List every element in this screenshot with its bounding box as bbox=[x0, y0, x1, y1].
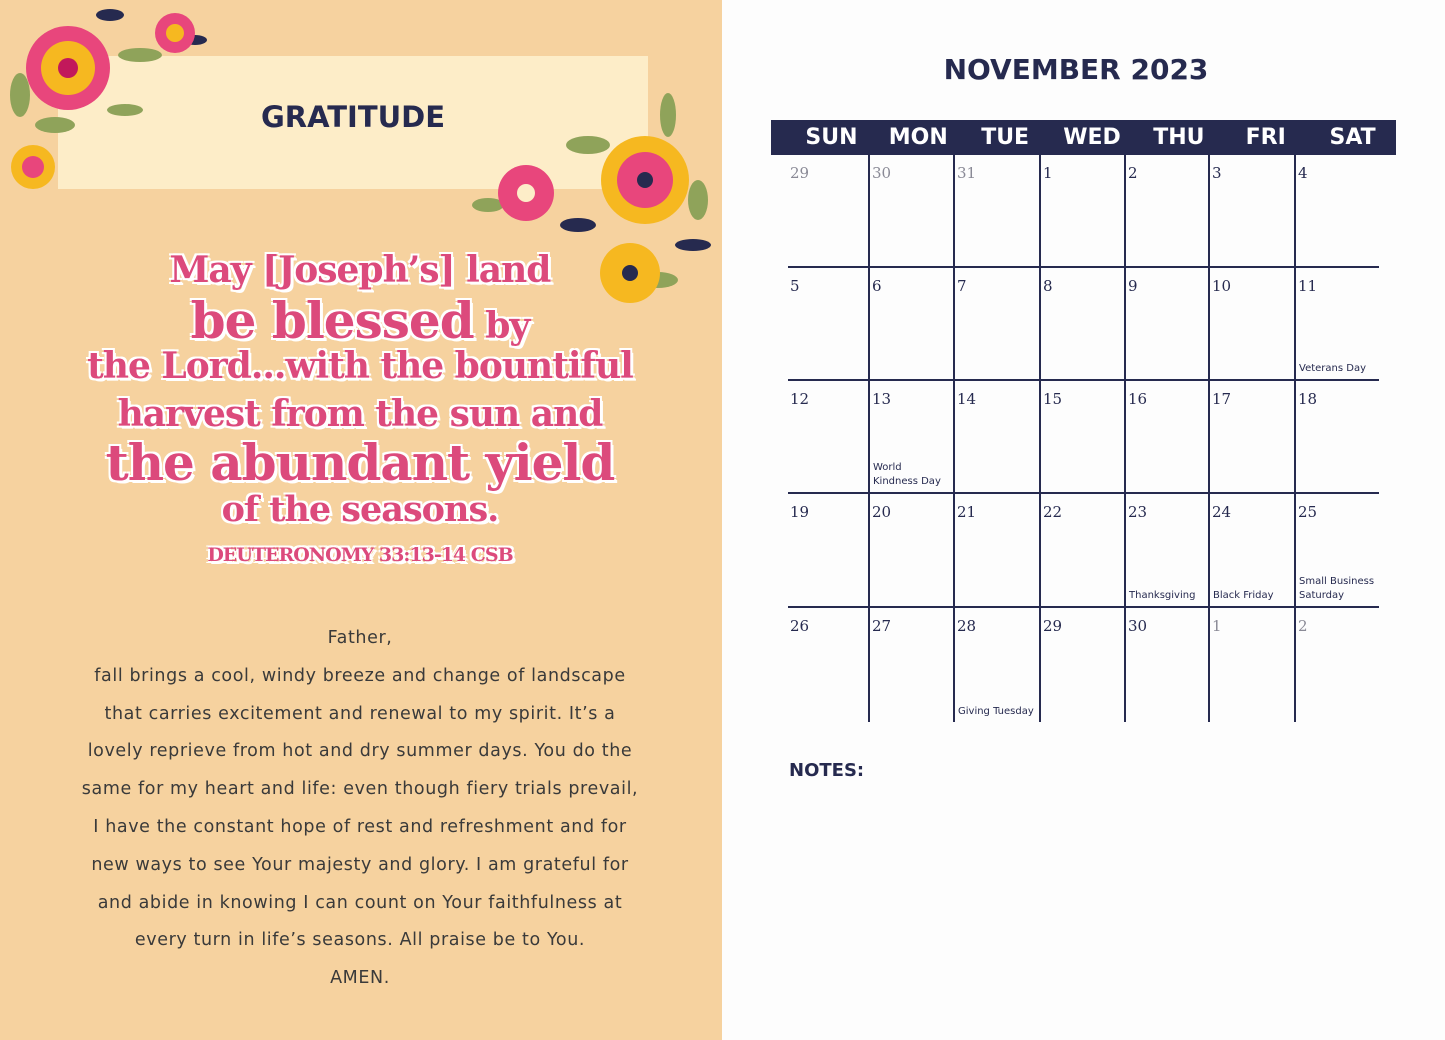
quote-word: by bbox=[473, 305, 530, 347]
weekday-label: MON bbox=[888, 125, 948, 150]
calendar-day-cell[interactable] bbox=[1124, 494, 1208, 608]
prayer-line: I have the constant hope of rest and refreshment and for bbox=[93, 816, 627, 837]
day-number: 18 bbox=[1298, 390, 1318, 408]
day-number: 5 bbox=[790, 277, 800, 295]
calendar-grid bbox=[788, 155, 1379, 722]
weekday-header bbox=[771, 120, 1396, 155]
day-number: 11 bbox=[1298, 277, 1318, 295]
notes-label: NOTES: bbox=[789, 760, 865, 781]
day-number: 31 bbox=[957, 164, 977, 182]
day-number: 10 bbox=[1212, 277, 1232, 295]
calendar-day-cell[interactable] bbox=[1294, 494, 1379, 608]
calendar-day-cell[interactable] bbox=[1208, 155, 1294, 268]
page-title: GRATITUDE bbox=[260, 100, 446, 134]
calendar-day-cell[interactable] bbox=[953, 381, 1039, 494]
quote-line: the abundant yield bbox=[105, 433, 615, 492]
day-number: 2 bbox=[1128, 164, 1138, 182]
weekday-label: SAT bbox=[1329, 125, 1376, 150]
holiday-label: Thanksgiving bbox=[1129, 590, 1196, 601]
quote-line: May [Joseph’s] land bbox=[169, 249, 551, 291]
prayer-line: lovely reprieve from hot and dry summer days. You do the bbox=[87, 741, 633, 762]
day-number: 13 bbox=[872, 390, 892, 408]
calendar-day-cell[interactable] bbox=[953, 268, 1039, 381]
calendar-day-cell[interactable] bbox=[1208, 268, 1294, 381]
calendar-day-cell[interactable] bbox=[868, 494, 953, 608]
calendar-day-cell[interactable] bbox=[788, 494, 868, 608]
day-number: 7 bbox=[957, 277, 967, 295]
prayer-text bbox=[60, 620, 660, 998]
prayer-line: fall brings a cool, windy breeze and change of landscape bbox=[94, 665, 626, 686]
day-number: 23 bbox=[1128, 503, 1148, 521]
prayer-line: same for my heart and life: even though fiery trials prevail, bbox=[81, 779, 639, 800]
calendar-day-cell[interactable] bbox=[1208, 608, 1294, 722]
calendar-day-cell[interactable] bbox=[1294, 268, 1379, 381]
quote-line bbox=[60, 291, 660, 350]
calendar-day-cell[interactable] bbox=[953, 494, 1039, 608]
day-number: 30 bbox=[1128, 617, 1148, 635]
prayer-line: new ways to see Your majesty and glory. I am grateful for bbox=[91, 854, 629, 875]
calendar-day-cell[interactable] bbox=[1039, 494, 1124, 608]
calendar-day-cell[interactable] bbox=[1039, 268, 1124, 381]
flower-cluster-top-left-icon bbox=[0, 0, 220, 200]
calendar-day-cell[interactable] bbox=[788, 381, 868, 494]
prayer-line: every turn in life’s seasons. All praise be to You. bbox=[134, 930, 586, 951]
holiday-label: World Kindness Day bbox=[873, 462, 941, 487]
calendar-day-cell[interactable] bbox=[1124, 381, 1208, 494]
calendar-day-cell[interactable] bbox=[1124, 268, 1208, 381]
quote-line: the Lord...with the bountiful bbox=[87, 345, 633, 387]
calendar-day-cell[interactable] bbox=[953, 608, 1039, 722]
prayer-line: AMEN. bbox=[330, 968, 390, 989]
day-number: 24 bbox=[1212, 503, 1232, 521]
quote-line: harvest from the sun and bbox=[117, 393, 603, 435]
holiday-label: Small Business Saturday bbox=[1299, 576, 1375, 601]
weekday-label: WED bbox=[1063, 125, 1121, 150]
day-number: 3 bbox=[1212, 164, 1222, 182]
day-number: 1 bbox=[1043, 164, 1053, 182]
day-number: 27 bbox=[872, 617, 892, 635]
calendar-day-cell[interactable] bbox=[788, 608, 868, 722]
prayer-line: and abide in knowing I can count on Your faithfulness at bbox=[97, 892, 623, 913]
calendar-day-cell[interactable] bbox=[1039, 608, 1124, 722]
day-number: 17 bbox=[1212, 390, 1232, 408]
day-number: 6 bbox=[872, 277, 882, 295]
prayer-line: Father, bbox=[327, 628, 393, 648]
holiday-label: Giving Tuesday bbox=[958, 706, 1034, 717]
day-number: 14 bbox=[957, 390, 977, 408]
day-number: 29 bbox=[1043, 617, 1063, 635]
calendar-day-cell[interactable] bbox=[1039, 155, 1124, 268]
day-number: 19 bbox=[790, 503, 810, 521]
weekday-label: FRI bbox=[1245, 125, 1286, 150]
calendar-day-cell[interactable] bbox=[868, 608, 953, 722]
day-number: 28 bbox=[957, 617, 977, 635]
day-number: 21 bbox=[957, 503, 977, 521]
day-number: 29 bbox=[790, 164, 810, 182]
calendar-day-cell[interactable] bbox=[1124, 155, 1208, 268]
calendar-day-cell[interactable] bbox=[868, 381, 953, 494]
calendar-day-cell[interactable] bbox=[788, 268, 868, 381]
day-number: 25 bbox=[1298, 503, 1318, 521]
calendar-day-cell[interactable] bbox=[1294, 155, 1379, 268]
devotional-page bbox=[0, 0, 722, 1040]
weekday-label: SUN bbox=[805, 125, 858, 150]
day-number: 1 bbox=[1212, 617, 1222, 635]
holiday-label: Veterans Day bbox=[1299, 363, 1367, 374]
scripture-quote bbox=[60, 249, 660, 566]
day-number: 15 bbox=[1043, 390, 1063, 408]
calendar-month-title: NOVEMBER 2023 bbox=[943, 53, 1209, 86]
calendar-day-cell[interactable] bbox=[868, 268, 953, 381]
day-number: 8 bbox=[1043, 277, 1053, 295]
calendar-day-cell[interactable] bbox=[788, 155, 868, 268]
day-number: 20 bbox=[872, 503, 892, 521]
calendar-day-cell[interactable] bbox=[953, 155, 1039, 268]
day-number: 12 bbox=[790, 390, 810, 408]
day-number: 26 bbox=[790, 617, 810, 635]
prayer-line: that carries excitement and renewal to my spirit. It’s a bbox=[104, 703, 616, 724]
calendar-day-cell[interactable] bbox=[1208, 381, 1294, 494]
weekday-label: THU bbox=[1153, 125, 1205, 150]
weekday-label: TUE bbox=[981, 125, 1030, 150]
calendar-day-cell[interactable] bbox=[1294, 608, 1379, 722]
day-number: 2 bbox=[1298, 617, 1308, 635]
calendar-day-cell[interactable] bbox=[1039, 381, 1124, 494]
day-number: 4 bbox=[1298, 164, 1308, 182]
day-number: 30 bbox=[872, 164, 892, 182]
quote-emphasis: be blessed bbox=[190, 291, 474, 350]
holiday-label: Black Friday bbox=[1213, 590, 1274, 601]
calendar-day-cell[interactable] bbox=[1294, 381, 1379, 494]
scripture-reference: DEUTERONOMY 33:13-14 CSB bbox=[207, 544, 513, 566]
calendar-day-cell[interactable] bbox=[868, 155, 953, 268]
day-number: 22 bbox=[1043, 503, 1063, 521]
calendar-day-cell[interactable] bbox=[1208, 494, 1294, 608]
calendar-day-cell[interactable] bbox=[1124, 608, 1208, 722]
day-number: 9 bbox=[1128, 277, 1138, 295]
day-number: 16 bbox=[1128, 390, 1148, 408]
quote-line: of the seasons. bbox=[221, 489, 499, 530]
